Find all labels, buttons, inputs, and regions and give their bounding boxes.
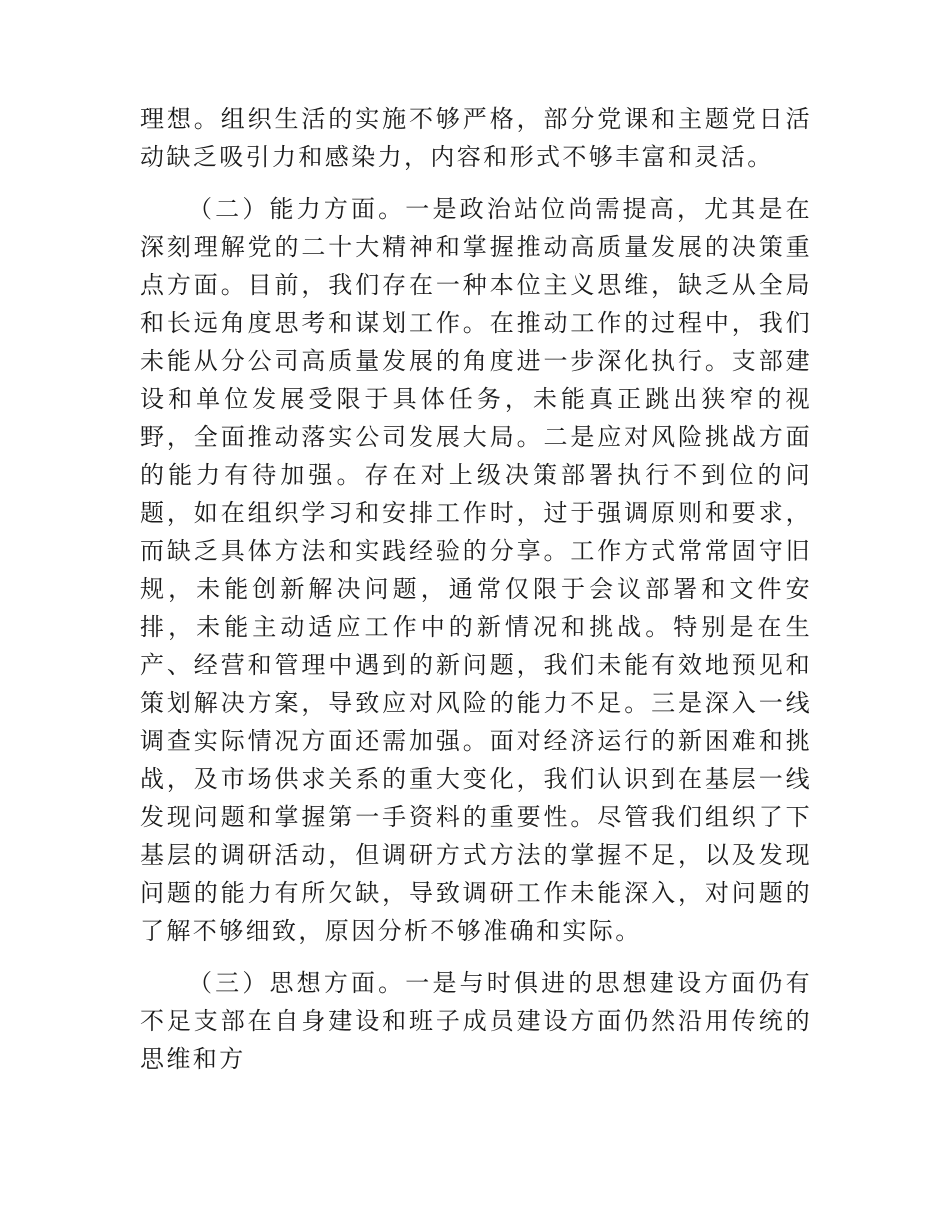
paragraph-ability: （二）能力方面。一是政治站位尚需提高，尤其是在深刻理解党的二十大精神和掌握推动高质量发展的决策重点方面。目前，我们存在一种本位主义思维，缺乏从全局和长远角度思考和谋划工作。在推动工作的过程中，我们未能从分公司高质量发展的角度进一步深化执行。支部建设和单位发展受限于具体任务，未能真正跳出狭窄的视野，全面推动落实公司发展大局。二是应对风险挑战方面的能力有待加强。存在对上级决策部署执行不到位的问题，如在组织学习和安排工作时，过于强调原则和要求，而缺乏具体方法和实践经验的分享。工作方式常常固守旧规，未能创新解决问题，通常仅限于会议部署和文件安排，未能主动适应工作中的新情况和挑战。特别是在生产、经营和管理中遇到的新问题，我们未能有效地预见和策划解决方案，导致应对风险的能力不足。三是深入一线调查实际情况方面还需加强。面对经济运行的新困难和挑战，及市场供求关系的重大变化，我们认识到在基层一线发现问题和掌握第一手资料的重要性。尽管我们组织了下基层的调研活动，但调研方式方法的掌握不足，以及发现问题的能力有所欠缺，导致调研工作未能深入，对问题的了解不够细致，原因分析不够准确和实际。 [140,195,812,945]
body-text [140,100,812,1092]
paragraph-continuation: 理想。组织生活的实施不够严格，部分党课和主题党日活动缺乏吸引力和感染力，内容和形式不够丰富和灵活。 [140,105,812,171]
paragraph-thought: （三）思想方面。一是与时俱进的思想建设方面仍有不足支部在自身建设和班子成员建设方面仍然沿用传统的思维和方 [140,969,812,1073]
